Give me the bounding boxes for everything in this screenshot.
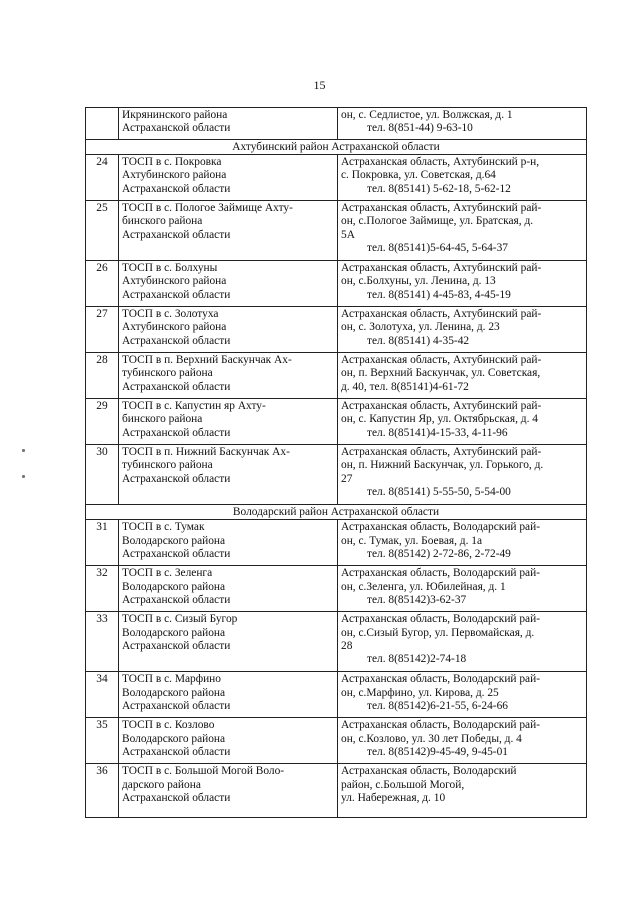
- table-row: [86, 261, 587, 307]
- name-line: ТОСП в с. Покровка: [122, 156, 222, 169]
- name-line: Астраханской области: [122, 228, 231, 241]
- institution-name: [119, 612, 338, 672]
- address-line: он, с.Болхуны, ул. Ленина, д. 13: [341, 275, 496, 288]
- address-line: он, с.Пологое Займище, ул. Братская, д.: [341, 215, 534, 228]
- row-number: 35: [86, 718, 119, 764]
- section-row: [86, 505, 587, 520]
- name-line: Астраханской области: [122, 472, 231, 485]
- name-line: Астраханской области: [122, 791, 231, 804]
- name-line: дарского района: [122, 778, 201, 791]
- institution-name: [119, 261, 338, 307]
- institution-address: [338, 399, 587, 445]
- address-line: Астраханская область, Ахтубинский р-н,: [341, 156, 540, 169]
- table-row: [86, 566, 587, 612]
- name-line: Ахтубинского района: [122, 275, 227, 288]
- name-line: Астраханской области: [122, 288, 231, 301]
- row-number: 30: [86, 445, 119, 505]
- address-line: Астраханская область, Володарский: [341, 765, 517, 778]
- table-row: [86, 672, 587, 718]
- institution-name: [119, 399, 338, 445]
- address-line: он, с.Сизый Бугор, ул. Первомайская, д.: [341, 626, 535, 639]
- name-line: Володарского района: [122, 534, 226, 547]
- section-title: Ахтубинский район Астраханской области: [86, 140, 587, 155]
- address-line: Астраханская область, Ахтубинский рай-: [341, 446, 542, 459]
- name-line: Астраханской области: [122, 426, 231, 439]
- address-line: с. Покровка, ул. Советская, д.64: [341, 169, 496, 182]
- address-line: 5А: [341, 228, 355, 241]
- table-body: [86, 108, 587, 818]
- name-line: Астраханской области: [122, 122, 231, 135]
- row-number: 28: [86, 353, 119, 399]
- address-line: он, с. Седлистое, ул. Волжская, д. 1: [341, 109, 513, 121]
- row-number: [86, 108, 119, 140]
- phone-line: тел. 8(85141)5-64-45, 5-64-37: [367, 241, 508, 254]
- phone-line: тел. 8(85141)4-15-33, 4-11-96: [367, 426, 508, 439]
- row-number: 24: [86, 155, 119, 201]
- institution-address: [338, 612, 587, 672]
- name-line: ТОСП в с. Тумак: [122, 521, 205, 534]
- institution-address: [338, 201, 587, 261]
- name-line: ТОСП в с. Зеленга: [122, 567, 213, 580]
- phone-line: тел. 8(85142)9-45-49, 9-45-01: [367, 745, 508, 758]
- institution-name: [119, 566, 338, 612]
- name-line: Астраханской области: [122, 639, 231, 652]
- scan-dot: [22, 449, 25, 452]
- phone-line: тел. 8(85141) 5-55-50, 5-54-00: [367, 485, 511, 498]
- name-line: ТОСП в с. Капустин яр Ахту-: [122, 400, 266, 413]
- name-line: ТОСП в с. Золотуха: [122, 308, 219, 321]
- address-line: Астраханская область, Ахтубинский рай-: [341, 400, 542, 413]
- address-line: 28: [341, 639, 353, 652]
- name-line: ТОСП в п. Верхний Баскунчак Ах-: [122, 354, 292, 367]
- name-line: Астраханской области: [122, 699, 231, 712]
- institution-address: [338, 108, 587, 140]
- name-line: Володарского района: [122, 580, 226, 593]
- name-line: Астраханской области: [122, 547, 231, 560]
- phone-line: тел. 8(85141) 4-35-42: [367, 334, 470, 347]
- phone-line: тел. 8(85142)3-62-37: [367, 593, 467, 606]
- address-line: он, с. Золотуха, ул. Ленина, д. 23: [341, 321, 500, 334]
- address-line: Астраханская область, Володарский рай-: [341, 673, 541, 686]
- institution-address: [338, 155, 587, 201]
- scan-dot: [22, 475, 25, 478]
- address-line: он, п. Верхний Баскунчак, ул. Советская,: [341, 367, 541, 380]
- table-row: [86, 108, 587, 140]
- name-line: Ахтубинского района: [122, 321, 227, 334]
- institutions-table: [85, 107, 587, 818]
- table-row: [86, 764, 587, 818]
- address-line: он, с. Тумак, ул. Боевая, д. 1а: [341, 534, 483, 547]
- row-number: 25: [86, 201, 119, 261]
- row-number: 32: [86, 566, 119, 612]
- institution-name: [119, 108, 338, 140]
- institution-address: [338, 307, 587, 353]
- name-line: Икрянинского района: [122, 109, 228, 121]
- institution-name: [119, 353, 338, 399]
- name-line: Астраханской области: [122, 380, 231, 393]
- address-line: 27: [341, 472, 353, 485]
- institution-name: [119, 672, 338, 718]
- address-line: Астраханская область, Володарский рай-: [341, 521, 541, 534]
- table-row: [86, 399, 587, 445]
- institution-address: [338, 672, 587, 718]
- name-line: тубинского района: [122, 367, 213, 380]
- address-line: Астраханская область, Ахтубинский рай-: [341, 202, 542, 215]
- institution-name: [119, 201, 338, 261]
- phone-line: тел. 8(851-44) 9-63-10: [367, 122, 473, 135]
- name-line: ТОСП в п. Нижний Баскунчак Ах-: [122, 446, 290, 459]
- phone-line: тел. 8(85142)6-21-55, 6-24-66: [367, 699, 508, 712]
- row-number: 36: [86, 764, 119, 818]
- institution-name: [119, 445, 338, 505]
- address-line: он, с.Зеленга, ул. Юбилейная, д. 1: [341, 580, 506, 593]
- address-line: он, п. Нижний Баскунчак, ул. Горького, д.: [341, 459, 544, 472]
- phone-line: тел. 8(85141) 4-45-83, 4-45-19: [367, 288, 511, 301]
- institution-name: [119, 155, 338, 201]
- address-line: ул. Набережная, д. 10: [341, 791, 446, 804]
- name-line: Володарского района: [122, 732, 226, 745]
- name-line: Володарского района: [122, 686, 226, 699]
- name-line: тубинского района: [122, 459, 213, 472]
- name-line: ТОСП в с. Сизый Бугор: [122, 613, 238, 626]
- name-line: Астраханской области: [122, 334, 231, 347]
- phone-line: тел. 8(85142) 2-72-86, 2-72-49: [367, 547, 511, 560]
- phone-line: тел. 8(85142)2-74-18: [367, 653, 467, 666]
- row-number: 27: [86, 307, 119, 353]
- address-line: д. 40, тел. 8(85141)4-61-72: [341, 380, 469, 393]
- institution-name: [119, 307, 338, 353]
- row-number: 31: [86, 520, 119, 566]
- name-line: ТОСП в с. Марфино: [122, 673, 221, 686]
- name-line: Ахтубинского района: [122, 169, 227, 182]
- address-line: Астраханская область, Ахтубинский рай-: [341, 308, 542, 321]
- name-line: бинского района: [122, 215, 203, 228]
- address-line: он, с. Капустин Яр, ул. Октябрьская, д. 4: [341, 413, 538, 426]
- table-row: [86, 612, 587, 672]
- table-row: [86, 445, 587, 505]
- institution-address: [338, 445, 587, 505]
- address-line: Астраханская область, Ахтубинский рай-: [341, 262, 542, 275]
- name-line: ТОСП в с. Козлово: [122, 719, 215, 732]
- address-line: Астраханская область, Ахтубинский рай-: [341, 354, 542, 367]
- institution-address: [338, 261, 587, 307]
- row-number: 26: [86, 261, 119, 307]
- address-line: район, с.Большой Могой,: [341, 778, 465, 791]
- address-line: Астраханская область, Володарский рай-: [341, 567, 541, 580]
- row-number: 29: [86, 399, 119, 445]
- name-line: ТОСП в с. Болхуны: [122, 262, 218, 275]
- table-row: [86, 353, 587, 399]
- institution-name: [119, 764, 338, 818]
- name-line: Астраханской области: [122, 593, 231, 606]
- table-row: [86, 718, 587, 764]
- name-line: ТОСП в с. Большой Могой Воло-: [122, 765, 285, 778]
- section-row: [86, 140, 587, 155]
- address-line: он, с.Марфино, ул. Кирова, д. 25: [341, 686, 499, 699]
- institution-address: [338, 764, 587, 818]
- address-line: Астраханская область, Володарский рай-: [341, 719, 541, 732]
- table-row: [86, 155, 587, 201]
- name-line: Астраханской области: [122, 182, 231, 195]
- row-number: 33: [86, 612, 119, 672]
- institution-name: [119, 520, 338, 566]
- address-line: он, с.Козлово, ул. 30 лет Победы, д. 4: [341, 732, 522, 745]
- name-line: ТОСП в с. Пологое Займище Ахту-: [122, 202, 293, 215]
- table-row: [86, 201, 587, 261]
- row-number: 34: [86, 672, 119, 718]
- table-row: [86, 520, 587, 566]
- address-line: Астраханская область, Володарский рай-: [341, 613, 541, 626]
- phone-line: тел. 8(85141) 5-62-18, 5-62-12: [367, 182, 511, 195]
- institution-address: [338, 353, 587, 399]
- name-line: бинского района: [122, 413, 203, 426]
- name-line: Володарского района: [122, 626, 226, 639]
- institution-name: [119, 718, 338, 764]
- table-row: [86, 307, 587, 353]
- institution-address: [338, 520, 587, 566]
- institution-address: [338, 718, 587, 764]
- name-line: Астраханской области: [122, 745, 231, 758]
- page-number: 15: [313, 78, 326, 92]
- section-title: Володарский район Астраханской области: [86, 505, 587, 520]
- institution-address: [338, 566, 587, 612]
